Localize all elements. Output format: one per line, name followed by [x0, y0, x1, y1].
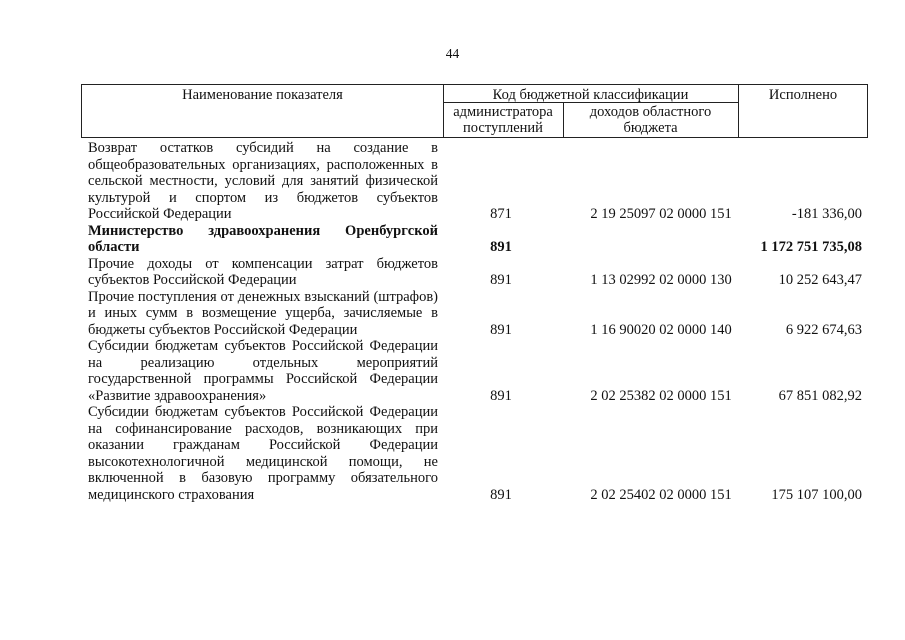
header-code-group: Код бюджетной классификации [492, 87, 689, 103]
row-description: Субсидии бюджетам субъектов Российской Федерации на софинансирование расходов, возникающих при оказании гражданам Российской Федерации высокотехнологичной медицинской помощи, не включенной в базовую программу обязательного медицинского страхования [88, 404, 438, 503]
row-income-code: 2 02 25382 02 0000 151 [590, 387, 732, 404]
row-amount: 67 851 082,92 [778, 387, 862, 404]
row-administrator-code: 891 [490, 486, 512, 503]
row-income-code: 1 16 90020 02 0000 140 [590, 321, 732, 338]
row-description: Субсидии бюджетам субъектов Российской Федерации на реализацию отдельных мероприятий государственной программы Российской Федерации «Развитие здравоохранения» [88, 338, 438, 404]
row-amount: 6 922 674,63 [785, 321, 862, 338]
row-administrator-code: 871 [490, 206, 512, 222]
row-income-code: 2 02 25402 02 0000 151 [590, 486, 732, 503]
row-administrator-code: 891 [490, 387, 512, 404]
row-description: Министерство здравоохранения Оренбургской области [88, 222, 438, 255]
row-description: Прочие доходы от компенсации затрат бюджетов субъектов Российской Федерации [88, 255, 438, 288]
table-row [88, 140, 868, 223]
table-row [88, 256, 868, 289]
row-amount: -181 336,00 [791, 206, 862, 222]
row-amount: 1 172 751 735,08 [760, 239, 862, 255]
header-executed: Исполнено [768, 87, 838, 103]
page-number: 44 [445, 46, 460, 61]
table-row [88, 223, 868, 256]
table-header [81, 84, 868, 138]
table-row [88, 338, 868, 404]
row-income-code: 2 19 25097 02 0000 151 [590, 206, 732, 222]
row-amount: 175 107 100,00 [771, 486, 862, 503]
header-administrator: администратора поступлений [453, 104, 553, 136]
table-body [88, 140, 868, 503]
row-administrator-code: 891 [490, 272, 512, 288]
table-row [88, 289, 868, 339]
row-administrator-code: 891 [490, 321, 512, 338]
header-income: доходов областного бюджета [589, 104, 712, 136]
row-income-code: 1 13 02992 02 0000 130 [590, 272, 732, 288]
row-description: Возврат остатков субсидий на создание в общеобразовательных организациях, расположенных в сельской местности, условий для занятий физической культурой и спортом из бюджетов субъектов Российской Федерации [88, 140, 438, 222]
row-administrator-code: 891 [490, 239, 512, 255]
row-amount: 10 252 643,47 [778, 272, 862, 288]
row-description: Прочие поступления от денежных взысканий (штрафов) и иных сумм в возмещение ущерба, зачисляемые в бюджеты субъектов Российской Федерации [88, 288, 438, 338]
header-name: Наименование показателя [182, 87, 343, 103]
table-row [88, 404, 868, 503]
